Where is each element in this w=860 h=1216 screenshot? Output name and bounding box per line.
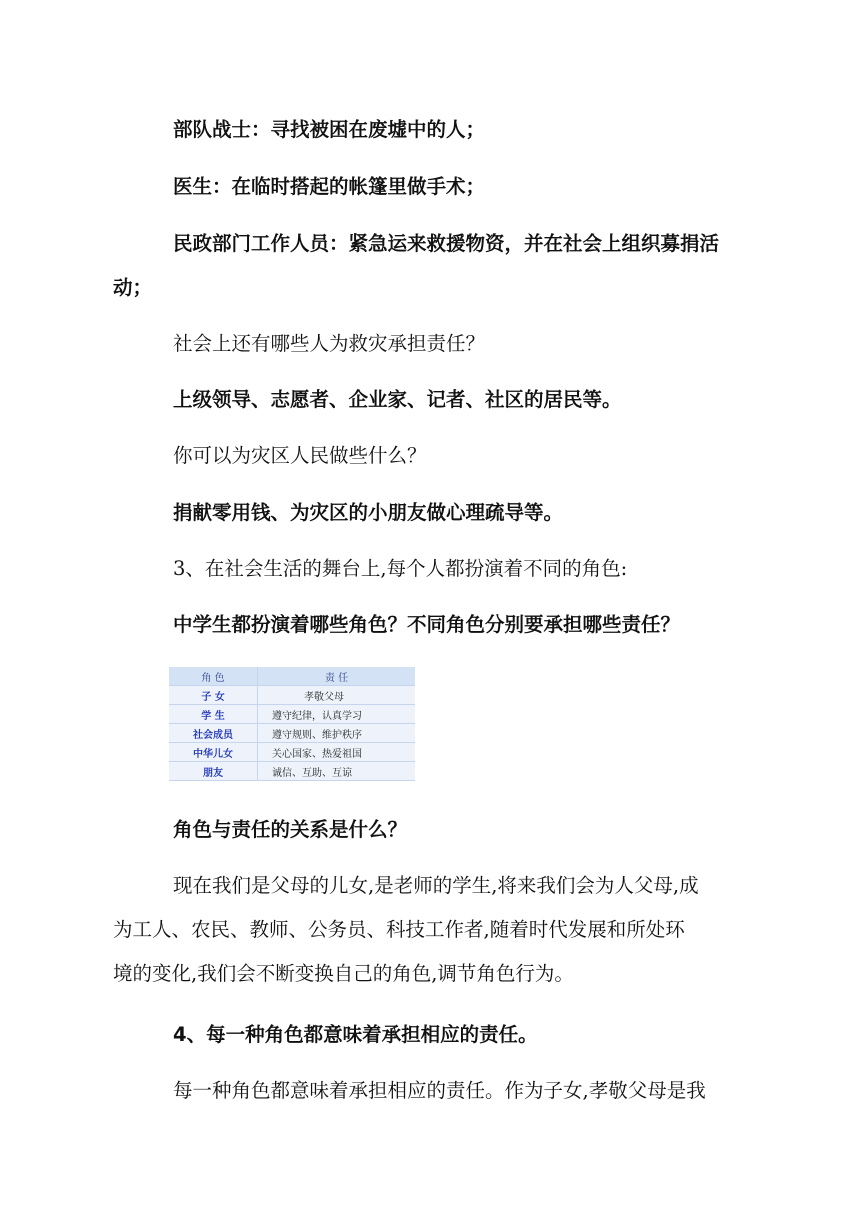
table-header-role: 角 色 (169, 667, 258, 686)
paragraph-civil-affairs-cont: 动； (113, 276, 153, 299)
paragraph-doctor: 医生：在临时搭起的帐篷里做手术； (173, 175, 486, 198)
table-cell-role: 子 女 (169, 686, 258, 705)
paragraph-soldier: 部队战士：寻找被困在废墟中的人； (173, 118, 486, 141)
table-cell-role: 学 生 (169, 705, 258, 724)
question-you: 你可以为灾区人民做些什么？ (173, 444, 427, 467)
table-row (169, 686, 415, 705)
section-3-heading: 3、在社会生活的舞台上,每个人都扮演着不同的角色: (173, 557, 628, 580)
table-row (169, 762, 415, 781)
section-4-heading: 4、每一种角色都意味着承担相应的责任。 (173, 1023, 538, 1046)
answer-you: 捐献零用钱、为灾区的小朋友做心理疏导等。 (173, 501, 564, 524)
table-cell-duty: 遵守纪律，认真学习 (258, 705, 416, 724)
table-cell-role: 朋友 (169, 762, 258, 781)
table-row (169, 724, 415, 743)
paragraph-now-line1: 现在我们是父母的儿女,是老师的学生,将来我们会为人父母,成 (173, 874, 699, 897)
table-cell-duty: 诚信、互助、互谅 (258, 762, 416, 781)
role-responsibility-table (169, 667, 415, 781)
table-row (169, 705, 415, 724)
table-cell-duty: 孝敬父母 (258, 686, 416, 705)
answer-others: 上级领导、志愿者、企业家、记者、社区的居民等。 (173, 388, 622, 411)
table-header-duty: 责 任 (258, 667, 416, 686)
paragraph-each-role: 每一种角色都意味着承担相应的责任。作为子女,孝敬父母是我 (173, 1079, 706, 1102)
question-relation: 角色与责任的关系是什么？ (173, 818, 408, 841)
table-row (169, 743, 415, 762)
question-others: 社会上还有哪些人为救灾承担责任？ (173, 332, 486, 355)
paragraph-now-line3: 境的变化,我们会不断变换自己的角色,调节角色行为。 (113, 962, 574, 985)
table-header-row (169, 667, 415, 686)
table-cell-role: 中华儿女 (169, 743, 258, 762)
paragraph-now-line2: 为工人、农民、教师、公务员、科技工作者,随着时代发展和所处环 (113, 918, 685, 941)
table-cell-duty: 遵守规则、维护秩序 (258, 724, 416, 743)
table-cell-role: 社会成员 (169, 724, 258, 743)
question-roles: 中学生都扮演着哪些角色？不同角色分别要承担哪些责任？ (173, 613, 681, 636)
table-cell-duty: 关心国家、热爱祖国 (258, 743, 416, 762)
paragraph-civil-affairs: 民政部门工作人员：紧急运来救援物资，并在社会上组织募捐活 (173, 232, 720, 255)
